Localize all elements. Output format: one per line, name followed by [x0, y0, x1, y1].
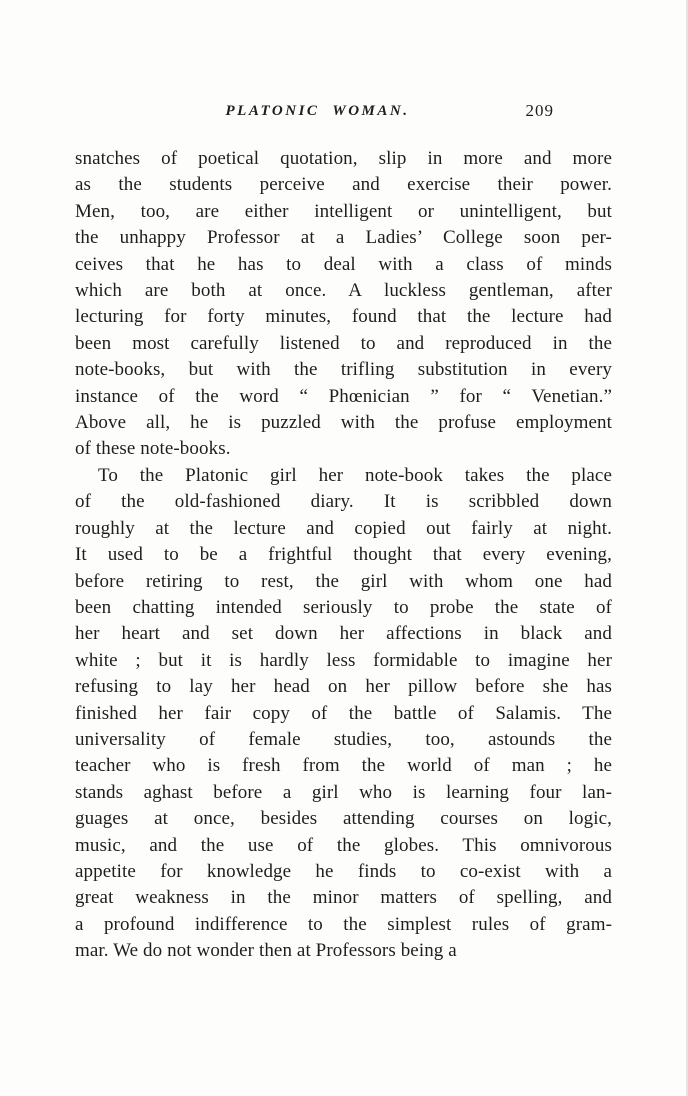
text-line: as the students perceive and exercise their power. — [75, 174, 612, 196]
text-line: teacher who is fresh from the world of man ; he — [75, 755, 612, 777]
text-line: instance of the word “ Phœnician ” for “ Venetian.” — [75, 385, 612, 407]
text-line: been most carefully listened to and reproduced in the — [75, 332, 612, 354]
text-line: music, and the use of the globes. This omnivorous — [75, 834, 612, 856]
text-line: a profound indifference to the simplest rules of gram- — [75, 913, 612, 935]
text-line: of the old-fashioned diary. It is scribbled down — [75, 491, 612, 513]
text-line: It used to be a frightful thought that every evening, — [75, 544, 612, 566]
text-line: guages at once, besides attending courses on logic, — [75, 808, 612, 830]
text-line: ceives that he has to deal with a class of minds — [75, 253, 612, 275]
text-line: stands aghast before a girl who is learning four lan- — [75, 781, 612, 803]
text-line: the unhappy Professor at a Ladies’ College soon per- — [75, 227, 612, 249]
paragraph — [75, 463, 612, 965]
text-line: mar. We do not wonder then at Professors being a — [75, 940, 457, 962]
text-line: which are both at once. A luckless gentleman, after — [75, 280, 612, 302]
paragraph — [75, 146, 612, 463]
text-line: Above all, he is puzzled with the profuse employment — [75, 412, 612, 434]
text-line: white ; but it is hardly less formidable to imagine her — [75, 649, 612, 671]
page-header-title: PLATONIC WOMAN. — [225, 103, 410, 119]
text-line: been chatting intended seriously to probe the state of — [75, 596, 612, 618]
text-line: universality of female studies, too, astounds the — [75, 728, 612, 750]
page-number: 209 — [525, 101, 554, 120]
text-line: snatches of poetical quotation, slip in more and more — [75, 148, 612, 169]
text-line: appetite for knowledge he finds to co-exist with a — [75, 860, 612, 882]
running-header — [75, 101, 612, 125]
text-line: finished her fair copy of the battle of Salamis. The — [75, 702, 612, 724]
text-line: before retiring to rest, the girl with whom one had — [75, 570, 612, 592]
text-line: Men, too, are either intelligent or unintelligent, but — [75, 200, 612, 222]
text-line: To the Platonic girl her note-book takes the place — [98, 464, 612, 486]
page-body — [75, 146, 612, 965]
text-line: great weakness in the minor matters of spelling, and — [75, 887, 612, 909]
text-line: note-books, but with the trifling substitution in every — [75, 359, 612, 381]
text-line: roughly at the lecture and copied out fairly at night. — [75, 517, 612, 539]
text-line: her heart and set down her affections in black and — [75, 623, 612, 645]
text-line: of these note-books. — [75, 438, 231, 460]
text-line: lecturing for forty minutes, found that the lecture had — [75, 306, 612, 328]
text-line: refusing to lay her head on her pillow before she has — [75, 676, 612, 698]
